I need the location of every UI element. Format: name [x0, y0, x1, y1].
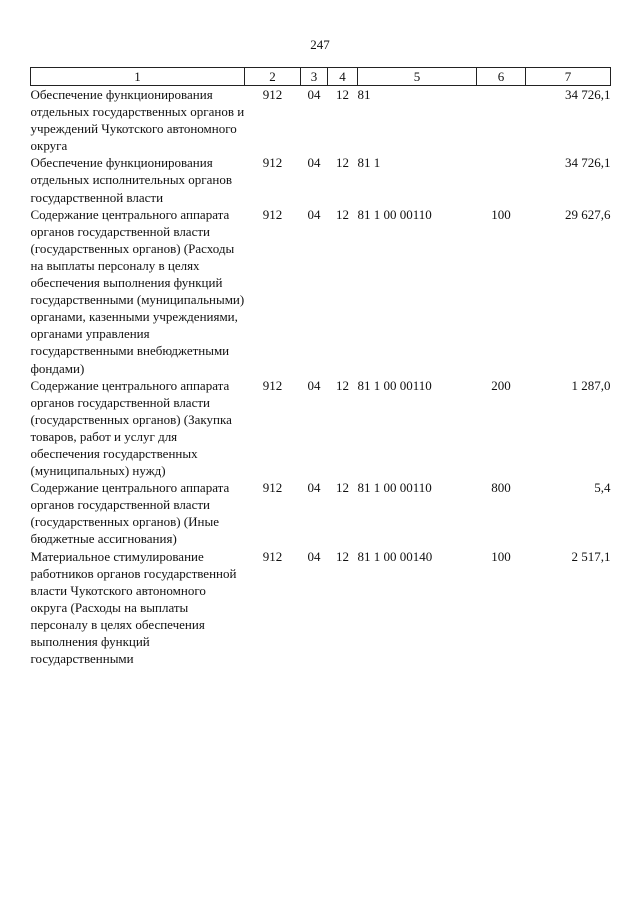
target-article-code: 81 [357, 87, 371, 102]
expense-name: Материальное стимулирование работников органов государственной власти Чукотского автономного округа (Расходы на выплаты персоналу в целях обеспечения выполнения функций государственными [30, 548, 237, 667]
expense-name: Обеспечение функционирования отдельных исполнительных органов государственной власти [30, 155, 232, 205]
table-row [31, 479, 611, 547]
table-row [31, 154, 611, 205]
table-row [31, 86, 611, 155]
column-header: 5 [358, 68, 477, 86]
subsection-code: 12 [336, 87, 349, 102]
target-article-code: 81 1 00 00110 [357, 206, 432, 222]
target-article-code: 81 1 00 00140 [357, 548, 433, 564]
ministry-code: 912 [262, 548, 283, 564]
column-number-header-row [31, 68, 611, 86]
ministry-code: 912 [262, 155, 283, 171]
subsection-code: 12 [336, 548, 349, 564]
table-row [31, 377, 611, 480]
target-article-code: 81 1 00 00110 [357, 377, 432, 393]
ministry-code: 912 [262, 206, 283, 222]
subsection-code: 12 [336, 480, 349, 496]
page-number: 247 [310, 37, 330, 52]
table-row [31, 548, 611, 668]
section-code: 04 [307, 87, 321, 102]
subsection-code: 12 [336, 155, 349, 171]
expense-type-code: 100 [491, 548, 511, 564]
ministry-code: 912 [262, 377, 283, 393]
budget-table [30, 67, 611, 667]
amount: 34 726,1 [565, 155, 611, 171]
expense-name: Содержание центрального аппарата органов государственной власти (государственных органов) (Расходы на выплаты персоналу в целях обеспечения выполнения функций государственными (муниципальными) органами, казенными учреждениями, органами управления государственными внебюджетными фондами) [30, 206, 245, 376]
expense-name: Содержание центрального аппарата органов государственной власти (государственных органов) (Иные бюджетные ассигнования) [30, 480, 230, 547]
expense-type-code [477, 154, 526, 205]
table-row [31, 206, 611, 377]
amount: 34 726,1 [565, 87, 611, 102]
section-code: 04 [307, 548, 321, 564]
column-header: 2 [245, 68, 301, 86]
target-article-code: 81 1 00 00110 [357, 480, 432, 496]
column-header: 4 [328, 68, 358, 86]
expense-type-code: 200 [491, 377, 511, 393]
section-code: 04 [307, 377, 321, 393]
subsection-code: 12 [336, 377, 349, 393]
column-header: 7 [526, 68, 611, 86]
expense-name: Обеспечение функционирования отдельных государственных органов и учреждений Чукотского автономного округа [30, 87, 245, 154]
amount: 2 517,1 [571, 548, 611, 564]
expense-type-code [477, 86, 526, 155]
column-header: 6 [477, 68, 526, 86]
subsection-code: 12 [336, 206, 349, 222]
column-header: 3 [301, 68, 328, 86]
expense-type-code: 800 [491, 480, 511, 496]
section-code: 04 [307, 480, 321, 496]
amount: 1 287,0 [571, 377, 611, 393]
section-code: 04 [307, 155, 321, 171]
expense-type-code: 100 [491, 206, 511, 222]
column-header: 1 [31, 68, 245, 86]
target-article-code: 81 1 [357, 155, 381, 171]
ministry-code: 912 [262, 87, 283, 102]
ministry-code: 912 [262, 480, 283, 496]
section-code: 04 [307, 206, 321, 222]
amount: 29 627,6 [565, 206, 611, 222]
amount: 5,4 [594, 480, 611, 496]
expense-name: Содержание центрального аппарата органов государственной власти (государственных органов) (Закупка товаров, работ и услуг для обеспечения государственных (муниципальных) нужд) [30, 377, 232, 479]
